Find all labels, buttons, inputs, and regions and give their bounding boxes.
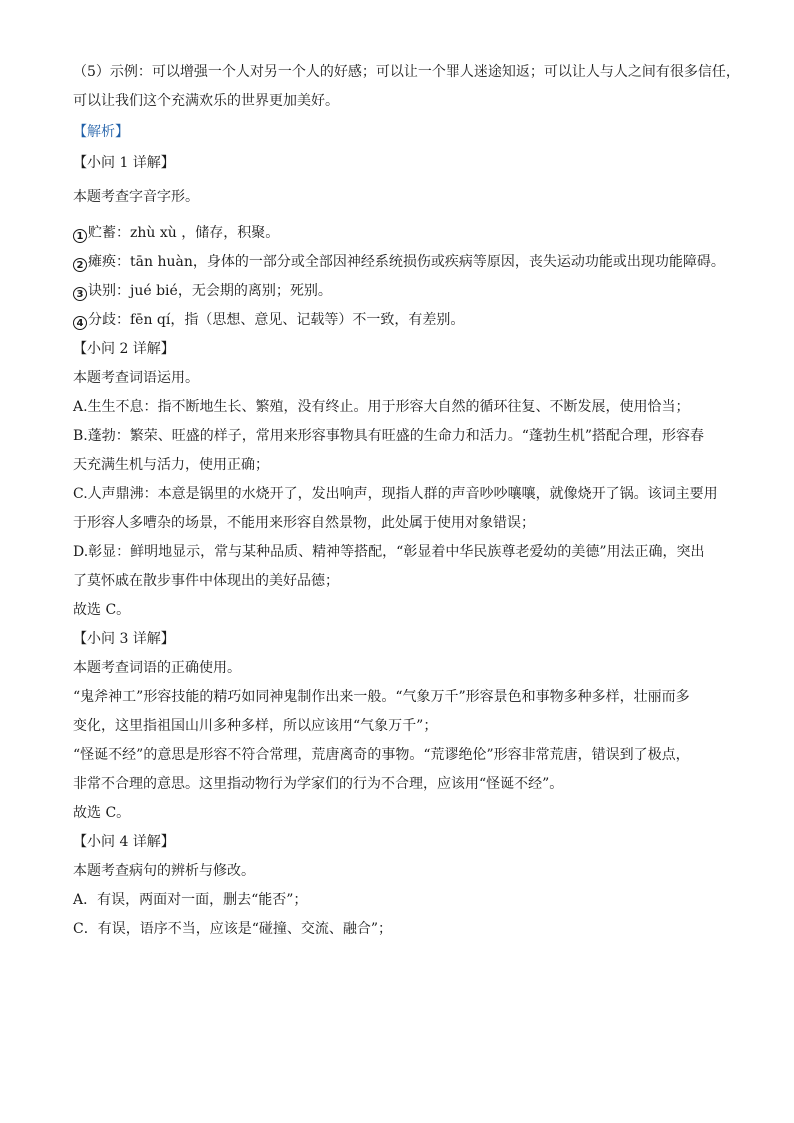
q4-option-c: C．有误，语序不当，应该是“碰撞、交流、融合”； <box>73 921 393 937</box>
q3-para-2-line-2: 非常不合理的意思。这里指动物行为学家们的行为不合理，应该用“怪诞不经”。 <box>73 776 564 792</box>
q2-option-c-line-2: 于形容人多嘈杂的场景，不能用来形容自然景物，此处属于使用对象错误； <box>73 515 535 531</box>
document-page <box>73 62 740 939</box>
q1-intro: 本题考查字音字形。 <box>73 189 199 205</box>
answer-5-line-1: （5）示例：可以增强一个人对另一个人的好感；可以让一个罪人迷途知返；可以让人与人之间有很多信任， <box>73 64 740 80</box>
circled-number-1: 1 <box>73 229 87 243</box>
q2-option-c-line-1: C.人声鼎沸：本意是锅里的水烧开了，发出响声，现指人群的声音吵吵嚷嚷，就像烧开了锅。该词主要用 <box>73 486 718 502</box>
q2-answer: 故选 C。 <box>73 602 131 618</box>
circled-number-3: 3 <box>73 287 87 301</box>
q3-para-2-line-1: “怪诞不经”的意思是形容不符合常理，荒唐离奇的事物。“荒谬绝伦”形容非常荒唐，错误到了极点， <box>73 747 690 763</box>
q2-option-d-line-1: D.彰显：鲜明地显示，常与某种品质、精神等搭配，“彰显着中华民族尊老爱幼的美德”用法正确，突出 <box>73 544 705 560</box>
q2-option-b-line-2: 天充满生机与活力，使用正确； <box>73 457 269 473</box>
q4-header: 【小问 4 详解】 <box>73 834 175 850</box>
q2-header: 【小问 2 详解】 <box>73 341 175 357</box>
q4-option-a: A．有误，两面对一面，删去“能否”； <box>73 892 308 908</box>
q1-item-4-text: 分歧：fēn qí，指（思想、意见、记载等）不一致，有差别。 <box>88 312 465 328</box>
analysis-label: 【解析】 <box>73 124 129 140</box>
q1-item-3 <box>73 281 723 301</box>
q4-intro: 本题考查病句的辨析与修改。 <box>73 863 255 879</box>
q2-intro: 本题考查词语运用。 <box>73 370 199 386</box>
q1-item-2 <box>73 252 723 272</box>
q2-option-b-line-1: B.蓬勃：繁荣、旺盛的样子，常用来形容事物具有旺盛的生命力和活力。“蓬勃生机”搭配合理，形容春 <box>73 428 705 444</box>
q3-header: 【小问 3 详解】 <box>73 631 175 647</box>
q1-item-3-text: 诀别：jué bié，无会期的离别；死别。 <box>88 283 332 299</box>
q3-para-1-line-1: “鬼斧神工”形容技能的精巧如同神鬼制作出来一般。“气象万千”形容景色和事物多种多样，壮丽而多 <box>73 689 690 705</box>
q3-answer: 故选 C。 <box>73 805 131 821</box>
q1-item-1-text: 贮蓄：zhù xù ，储存，积聚。 <box>88 225 280 241</box>
q3-para-1-line-2: 变化，这里指祖国山川多种多样，所以应该用“气象万千”； <box>73 718 438 734</box>
answer-5-line-2: 可以让我们这个充满欢乐的世界更加美好。 <box>73 93 339 109</box>
q1-header: 【小问 1 详解】 <box>73 155 175 171</box>
q1-item-2-text: 瘫痪：tān huàn，身体的一部分或全部因神经系统损伤或疾病等原因，丧失运动功能或出现功能障碍。 <box>88 254 725 270</box>
q1-item-1 <box>73 223 723 243</box>
circled-number-2: 2 <box>73 258 87 272</box>
circled-number-4: 4 <box>73 316 87 330</box>
q2-option-a: A.生生不息：指不断地生长、繁殖，没有终止。用于形容大自然的循环往复、不断发展，使用恰当； <box>73 399 690 415</box>
q2-option-d-line-2: 了莫怀戚在散步事件中体现出的美好品德； <box>73 573 339 589</box>
q1-item-4 <box>73 310 723 330</box>
q3-intro: 本题考查词语的正确使用。 <box>73 660 241 676</box>
